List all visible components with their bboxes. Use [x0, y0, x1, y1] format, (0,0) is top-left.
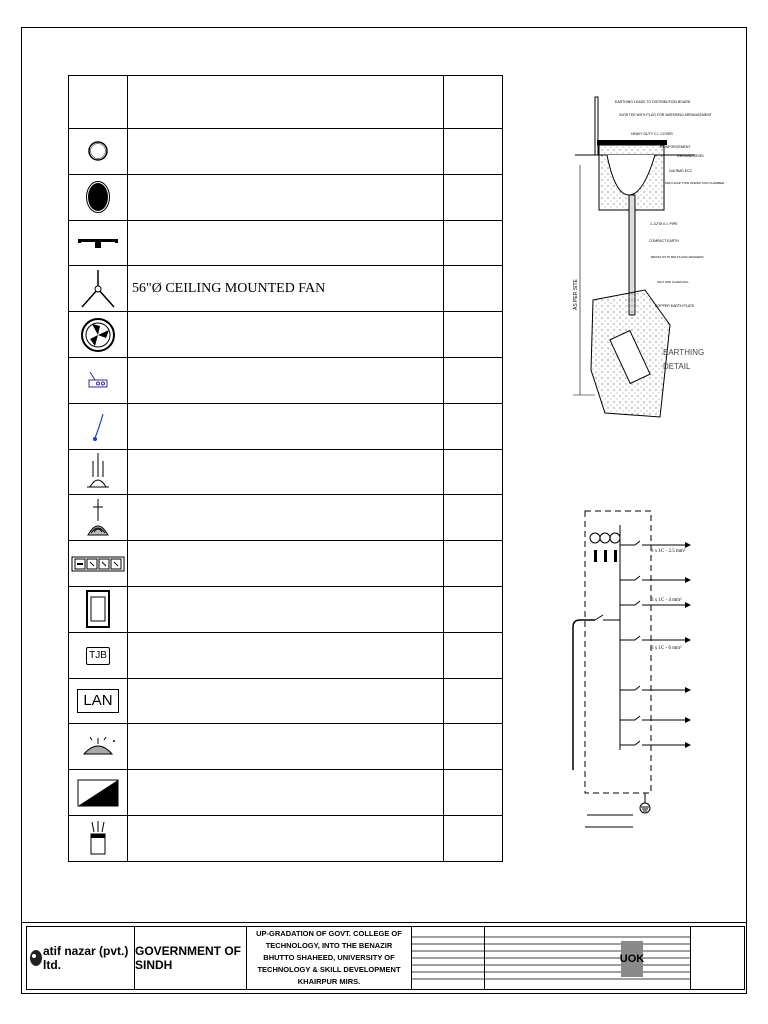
ceiling-fan-icon [78, 267, 118, 311]
cable-label-2: 3 x 1C - 4 mm² [651, 598, 682, 603]
logo-cell [485, 927, 691, 989]
ceiling-fan-description: 56"Ø CEILING MOUNTED FAN [128, 266, 444, 312]
legend-row [69, 449, 503, 495]
legend-row [69, 632, 503, 678]
client-name: GOVERNMENT OF SINDH [135, 944, 242, 972]
note-salt: SALT AND CHARCOAL [657, 280, 689, 284]
distribution-schematic [565, 505, 695, 825]
cable-label-1: 3 x 1C - 2.5 mm² [651, 549, 686, 554]
note-brass: BRASS NUTS BOLTS AND WASHERS [651, 255, 704, 259]
exhaust-fan-icon [78, 315, 118, 355]
lan-outlet-icon: LAN [77, 689, 118, 713]
note-earthing-leads: EARTHING LEADS TO DISTRIBUTION BOARD [615, 100, 691, 104]
symbol-legend-table [68, 75, 503, 862]
note-copper-plate: COPPER EARTH PLATE [655, 304, 695, 308]
note-manhole: MAN HOLE TYPE INSPECTION CHAMBER [665, 181, 725, 185]
legend-header-row [69, 76, 503, 129]
legend-row [69, 724, 503, 770]
legend-row [69, 312, 503, 358]
note-gi-pipe: 1-1/2"Ø G.I. PIPE [650, 222, 678, 226]
pendant-light-icon [83, 451, 113, 493]
wall-bracket-light-icon [76, 233, 120, 253]
uok-logo: UOK [621, 941, 643, 977]
switch-board-icon [71, 554, 125, 574]
legend-row [69, 403, 503, 449]
legend-row [69, 541, 503, 587]
legend-row [69, 586, 503, 632]
logo-lines [485, 927, 691, 989]
note-rmg: 2x6 RMG ECC [669, 169, 693, 173]
cable-label-3: 3 x 1C - 6 mm² [651, 646, 682, 651]
ceiling-light-circle-icon [83, 136, 113, 166]
pull-switch-icon [83, 408, 113, 444]
distribution-board-icon [83, 589, 113, 629]
company-cell [27, 927, 135, 989]
legend-row [69, 357, 503, 403]
depth-label: AS PER SITE [573, 279, 579, 310]
filled-circle-light-icon [83, 177, 113, 217]
main-panel-icon [76, 778, 120, 808]
legend-row [69, 174, 503, 220]
legend-row [69, 129, 503, 175]
earthing-detail-drawing [565, 95, 725, 425]
emergency-light-icon [83, 818, 113, 858]
project-title: UP-GRADATION OF GOVT. COLLEGE OF TECHNOLOGY, INTO THE BENAZIR BHUTTO SHAHEED, UNIVERSITY OF TECHNOLOGY & SKILL DEVELOPMENT KHAIRPUR MIRS. [256, 929, 402, 986]
legend-row [69, 220, 503, 266]
revision-cell [412, 927, 485, 989]
note-cover: HEAVY DUTY C.I. COVER [631, 132, 673, 136]
revision-lines [412, 927, 484, 989]
note-reinforcement: REINFORCEMENT [660, 145, 691, 149]
high-bay-light-icon [78, 732, 118, 762]
company-logo-icon [29, 949, 43, 967]
client-cell [135, 927, 247, 989]
legend-row [69, 266, 503, 312]
legend-row [69, 770, 503, 816]
legend-row [69, 815, 503, 861]
earthing-detail-title-1: EARTHING [663, 348, 705, 357]
legend-row [69, 678, 503, 724]
company-name: atif nazar (pvt.) ltd. [43, 944, 129, 972]
note-compact-earth: COMPACT EARTH [649, 239, 679, 243]
legend-row [69, 495, 503, 541]
note-tee: 3/4"Ø TEE WITH PLUG FOR WATERING ARRANGEMENT [619, 113, 712, 117]
earthing-detail-title-2: DETAIL [663, 362, 691, 371]
note-ground-level: GROUND LEVEL [677, 154, 705, 158]
switch-socket-icon [83, 367, 113, 393]
tjb-box-icon: TJB [86, 647, 110, 665]
title-block-frame [26, 926, 745, 990]
project-cell [247, 927, 412, 989]
pendant-light-shaded-icon [83, 497, 113, 539]
